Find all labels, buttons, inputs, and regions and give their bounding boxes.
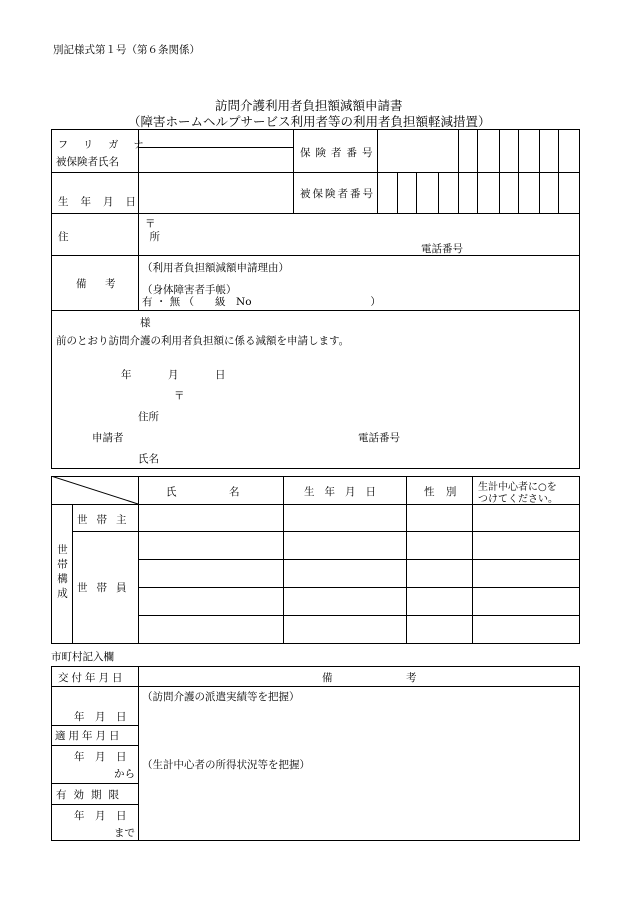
household-head-label: 世帯主 [77,514,136,526]
date-day: 日 [215,369,226,381]
municipal-remarks-header: 備 考 [322,672,417,684]
household-group-label: 世帯構成 [56,544,68,602]
municipal-section-label: 市町村記入欄 [51,651,114,663]
col-breadwinner-line2: つけてください。 [478,494,558,505]
insured-number-label: 被保険者番号 [300,188,375,200]
disability-line: 有 ・ 無 （ 級 No ） [142,296,381,308]
note-dispatch: （訪問介護の派遣実績等を把握） [142,691,300,703]
applicant-label: 申請者 [92,432,124,444]
date-month: 月 [168,369,179,381]
col-birth-header: 生年月日 [304,486,386,498]
honorific-sama: 様 [140,317,151,329]
insured-name-label: 被保険者氏名 [56,156,119,168]
postal-mark: 〒 [145,218,156,230]
request-statement: 前のとおり訪問介護の利用者負担額に係る減額を申請します。 [56,335,350,347]
remarks-label: 備 考 [76,278,120,290]
col-breadwinner-line1: 生計中心者に○を [478,482,557,493]
issue-ymd: 年 月 日 [74,711,127,723]
furigana-label: フ リ ガ ナ [58,140,150,151]
apply-ymd: 年 月 日 [74,751,127,763]
col-sex-header: 性 別 [424,486,461,498]
household-member-label: 世帯員 [77,582,136,594]
applicant-postal-mark: 〒 [174,390,185,402]
valid-period-label: 有効期限 [56,789,126,801]
address-label: 住 所 [58,231,180,243]
issue-date-label: 交付年月日 [58,672,126,684]
diagonal-header-line [51,476,139,505]
phone-label: 電話番号 [421,243,463,255]
applicant-address-label: 住所 [138,411,159,423]
date-year: 年 [121,369,132,381]
applicant-phone-label: 電話番号 [358,432,400,444]
form-title: 訪問介護利用者負担額減額申請書 [215,98,403,113]
apply-date-label: 適用年月日 [55,730,123,742]
disability-note: （身体障害者手帳） [142,284,237,296]
applicant-name-label: 氏名 [138,453,159,465]
form-number: 別記様式第１号（第６条関係） [53,44,200,56]
valid-ymd: 年 月 日 [74,810,127,822]
col-name-header: 氏 名 [166,486,240,498]
valid-until: まで [114,827,135,839]
insurer-number-label: 保険者番号 [300,147,378,159]
form-subtitle: （障害ホームヘルプサービス利用者等の利用者負担額軽減措置） [128,114,491,129]
birth-date-label: 生年月日 [58,196,148,208]
note-income: （生計中心者の所得状況等を把握） [142,759,310,771]
apply-from: から [114,768,135,780]
remarks-reason: （利用者負担額減額申請理由） [142,262,289,274]
